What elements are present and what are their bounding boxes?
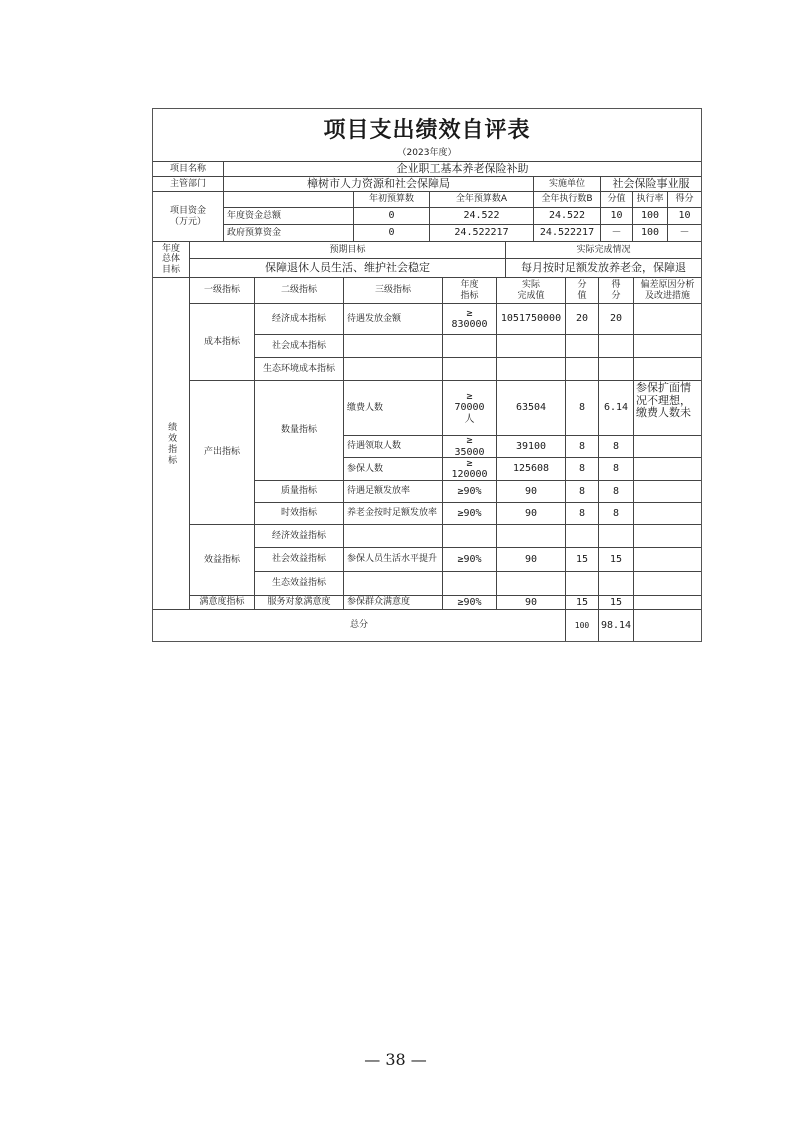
actual-value: 90 — [496, 595, 565, 609]
level3-indicator — [343, 334, 442, 357]
goal-label: 年度总体目标 — [153, 241, 189, 277]
initial-budget-header: 年初预算数 — [353, 191, 429, 207]
indicator-header-4: 年度 指标 — [442, 277, 496, 303]
actual-header: 实际完成情况 — [505, 241, 701, 258]
level3-indicator: 待遇足额发放率 — [343, 480, 442, 502]
actual-value: 90 — [496, 502, 565, 524]
weight-value — [565, 524, 598, 547]
level2-indicator: 社会成本指标 — [254, 334, 343, 357]
annual-target: ≥90% — [442, 547, 496, 571]
total-label: 总分 — [153, 609, 565, 641]
weight-value: 15 — [565, 547, 598, 571]
level1-indicator: 成本指标 — [189, 303, 254, 380]
level2-indicator: 数量指标 — [254, 380, 343, 480]
weight-header: 分值 — [600, 191, 632, 207]
level3-indicator: 参保人数 — [343, 457, 442, 480]
actual-value — [496, 571, 565, 595]
gov-weight: － — [600, 224, 632, 241]
deviation-note — [633, 571, 701, 595]
actual-value: 63504 — [496, 380, 565, 435]
level3-indicator — [343, 524, 442, 547]
total-rate: 100 — [632, 207, 667, 224]
level3-indicator: 待遇发放金额 — [343, 303, 442, 334]
indicator-header-8: 偏差原因分析 及改进措施 — [633, 277, 701, 303]
level1-indicator: 效益指标 — [189, 524, 254, 595]
score-value — [598, 334, 633, 357]
annual-target — [442, 571, 496, 595]
level2-indicator: 经济成本指标 — [254, 303, 343, 334]
level2-indicator: 社会效益指标 — [254, 547, 343, 571]
annual-target: ≥ 35000 — [442, 435, 496, 457]
year-label: （2023年度） — [397, 148, 457, 158]
actual-value — [496, 357, 565, 380]
total-exec: 24.522 — [533, 207, 600, 224]
dept-label: 主管部门 — [153, 176, 223, 191]
level2-indicator: 生态效益指标 — [254, 571, 343, 595]
level3-indicator — [343, 357, 442, 380]
level3-indicator: 参保人员生活水平提升 — [343, 547, 442, 571]
weight-value — [565, 357, 598, 380]
annual-target: ≥ 120000 — [442, 457, 496, 480]
score-value: 15 — [598, 547, 633, 571]
gov-score: － — [667, 224, 701, 241]
score-value: 15 — [598, 595, 633, 609]
annual-target — [442, 357, 496, 380]
deviation-note — [633, 435, 701, 457]
score-value: 8 — [598, 457, 633, 480]
score-value — [598, 357, 633, 380]
level2-indicator: 经济效益指标 — [254, 524, 343, 547]
indicator-header-3: 三级指标 — [343, 277, 442, 303]
actual-value: 39100 — [496, 435, 565, 457]
deviation-note: 参保扩面情况不理想，缴费人数未 — [633, 380, 701, 435]
score-value — [598, 571, 633, 595]
annual-exec-header: 全年执行数B — [533, 191, 600, 207]
deviation-note — [633, 480, 701, 502]
level1-indicator: 产出指标 — [189, 380, 254, 524]
annual-total-label: 年度资金总额 — [223, 207, 353, 224]
level3-indicator: 待遇领取人数 — [343, 435, 442, 457]
level2-indicator: 生态环境成本指标 — [254, 357, 343, 380]
level3-indicator: 缴费人数 — [343, 380, 442, 435]
level2-indicator: 时效指标 — [254, 502, 343, 524]
level3-indicator: 参保群众满意度 — [343, 595, 442, 609]
level2-indicator: 服务对象满意度 — [254, 595, 343, 609]
exec-rate-header: 执行率 — [632, 191, 667, 207]
actual-value: 1051750000 — [496, 303, 565, 334]
impl-unit-label: 实施单位 — [533, 176, 600, 191]
score-header: 得分 — [667, 191, 701, 207]
actual-value: 125608 — [496, 457, 565, 480]
total-weight: 10 — [600, 207, 632, 224]
total-note — [633, 609, 701, 641]
annual-target: ≥90% — [442, 480, 496, 502]
impl-unit-value: 社会保险事业服 — [600, 176, 701, 191]
total-score: 10 — [667, 207, 701, 224]
weight-value — [565, 571, 598, 595]
weight-value: 8 — [565, 380, 598, 435]
score-value: 8 — [598, 480, 633, 502]
deviation-note — [633, 457, 701, 480]
gov-rate: 100 — [632, 224, 667, 241]
weight-value — [565, 334, 598, 357]
weight-value: 20 — [565, 303, 598, 334]
annual-target — [442, 524, 496, 547]
score-value: 8 — [598, 502, 633, 524]
score-value — [598, 524, 633, 547]
deviation-note — [633, 303, 701, 334]
page-title: 项目支出绩效自评表 — [323, 117, 531, 143]
indicator-header-2: 二级指标 — [254, 277, 343, 303]
weight-value: 8 — [565, 457, 598, 480]
level1-indicator: 满意度指标 — [189, 595, 254, 609]
actual-value — [496, 334, 565, 357]
funds-header-blank — [223, 191, 353, 207]
actual-value: 每月按时足额发放养老金，保障退 — [505, 258, 701, 277]
annual-target — [442, 334, 496, 357]
level2-indicator: 质量指标 — [254, 480, 343, 502]
expected-value: 保障退休人员生活、维护社会稳定 — [189, 258, 505, 277]
expected-header: 预期目标 — [189, 241, 505, 258]
weight-value: 15 — [565, 595, 598, 609]
actual-value — [496, 524, 565, 547]
level3-indicator: 养老金按时足额发放率 — [343, 502, 442, 524]
page-number: — 38 — — [364, 1050, 427, 1069]
annual-target: ≥ 830000 — [442, 303, 496, 334]
score-value: 8 — [598, 435, 633, 457]
indicator-header-7: 得 分 — [598, 277, 633, 303]
total-initial: 0 — [353, 207, 429, 224]
deviation-note — [633, 547, 701, 571]
weight-value: 8 — [565, 435, 598, 457]
actual-value: 90 — [496, 480, 565, 502]
deviation-note — [633, 357, 701, 380]
indicator-header-5: 实际 完成值 — [496, 277, 565, 303]
evaluation-sheet — [152, 108, 702, 642]
annual-target: ≥ 70000 人 — [442, 380, 496, 435]
deviation-note — [633, 334, 701, 357]
annual-target: ≥90% — [442, 502, 496, 524]
weight-value: 8 — [565, 480, 598, 502]
score-value: 6.14 — [598, 380, 633, 435]
deviation-note — [633, 595, 701, 609]
deviation-note — [633, 524, 701, 547]
gov-initial: 0 — [353, 224, 429, 241]
total-budget: 24.522 — [429, 207, 533, 224]
annual-target: ≥90% — [442, 595, 496, 609]
dept-value: 樟树市人力资源和社会保障局 — [223, 176, 533, 191]
funds-label: 项目资金 （万元） — [153, 191, 223, 241]
annual-budget-header: 全年预算数A — [429, 191, 533, 207]
project-name-label: 项目名称 — [153, 161, 223, 176]
project-name-value: 企业职工基本养老保险补助 — [223, 161, 701, 176]
level3-indicator — [343, 571, 442, 595]
score-value: 20 — [598, 303, 633, 334]
deviation-note — [633, 502, 701, 524]
gov-budget-label: 政府预算资金 — [223, 224, 353, 241]
weight-value: 8 — [565, 502, 598, 524]
total-weight-sum: 100 — [565, 609, 598, 641]
indicator-header-1: 一级指标 — [189, 277, 254, 303]
total-score-sum: 98.14 — [598, 609, 633, 641]
indicator-header-6: 分 值 — [565, 277, 598, 303]
actual-value: 90 — [496, 547, 565, 571]
gov-budget: 24.522217 — [429, 224, 533, 241]
gov-exec: 24.522217 — [533, 224, 600, 241]
perf-label: 绩效指标 — [153, 277, 189, 609]
